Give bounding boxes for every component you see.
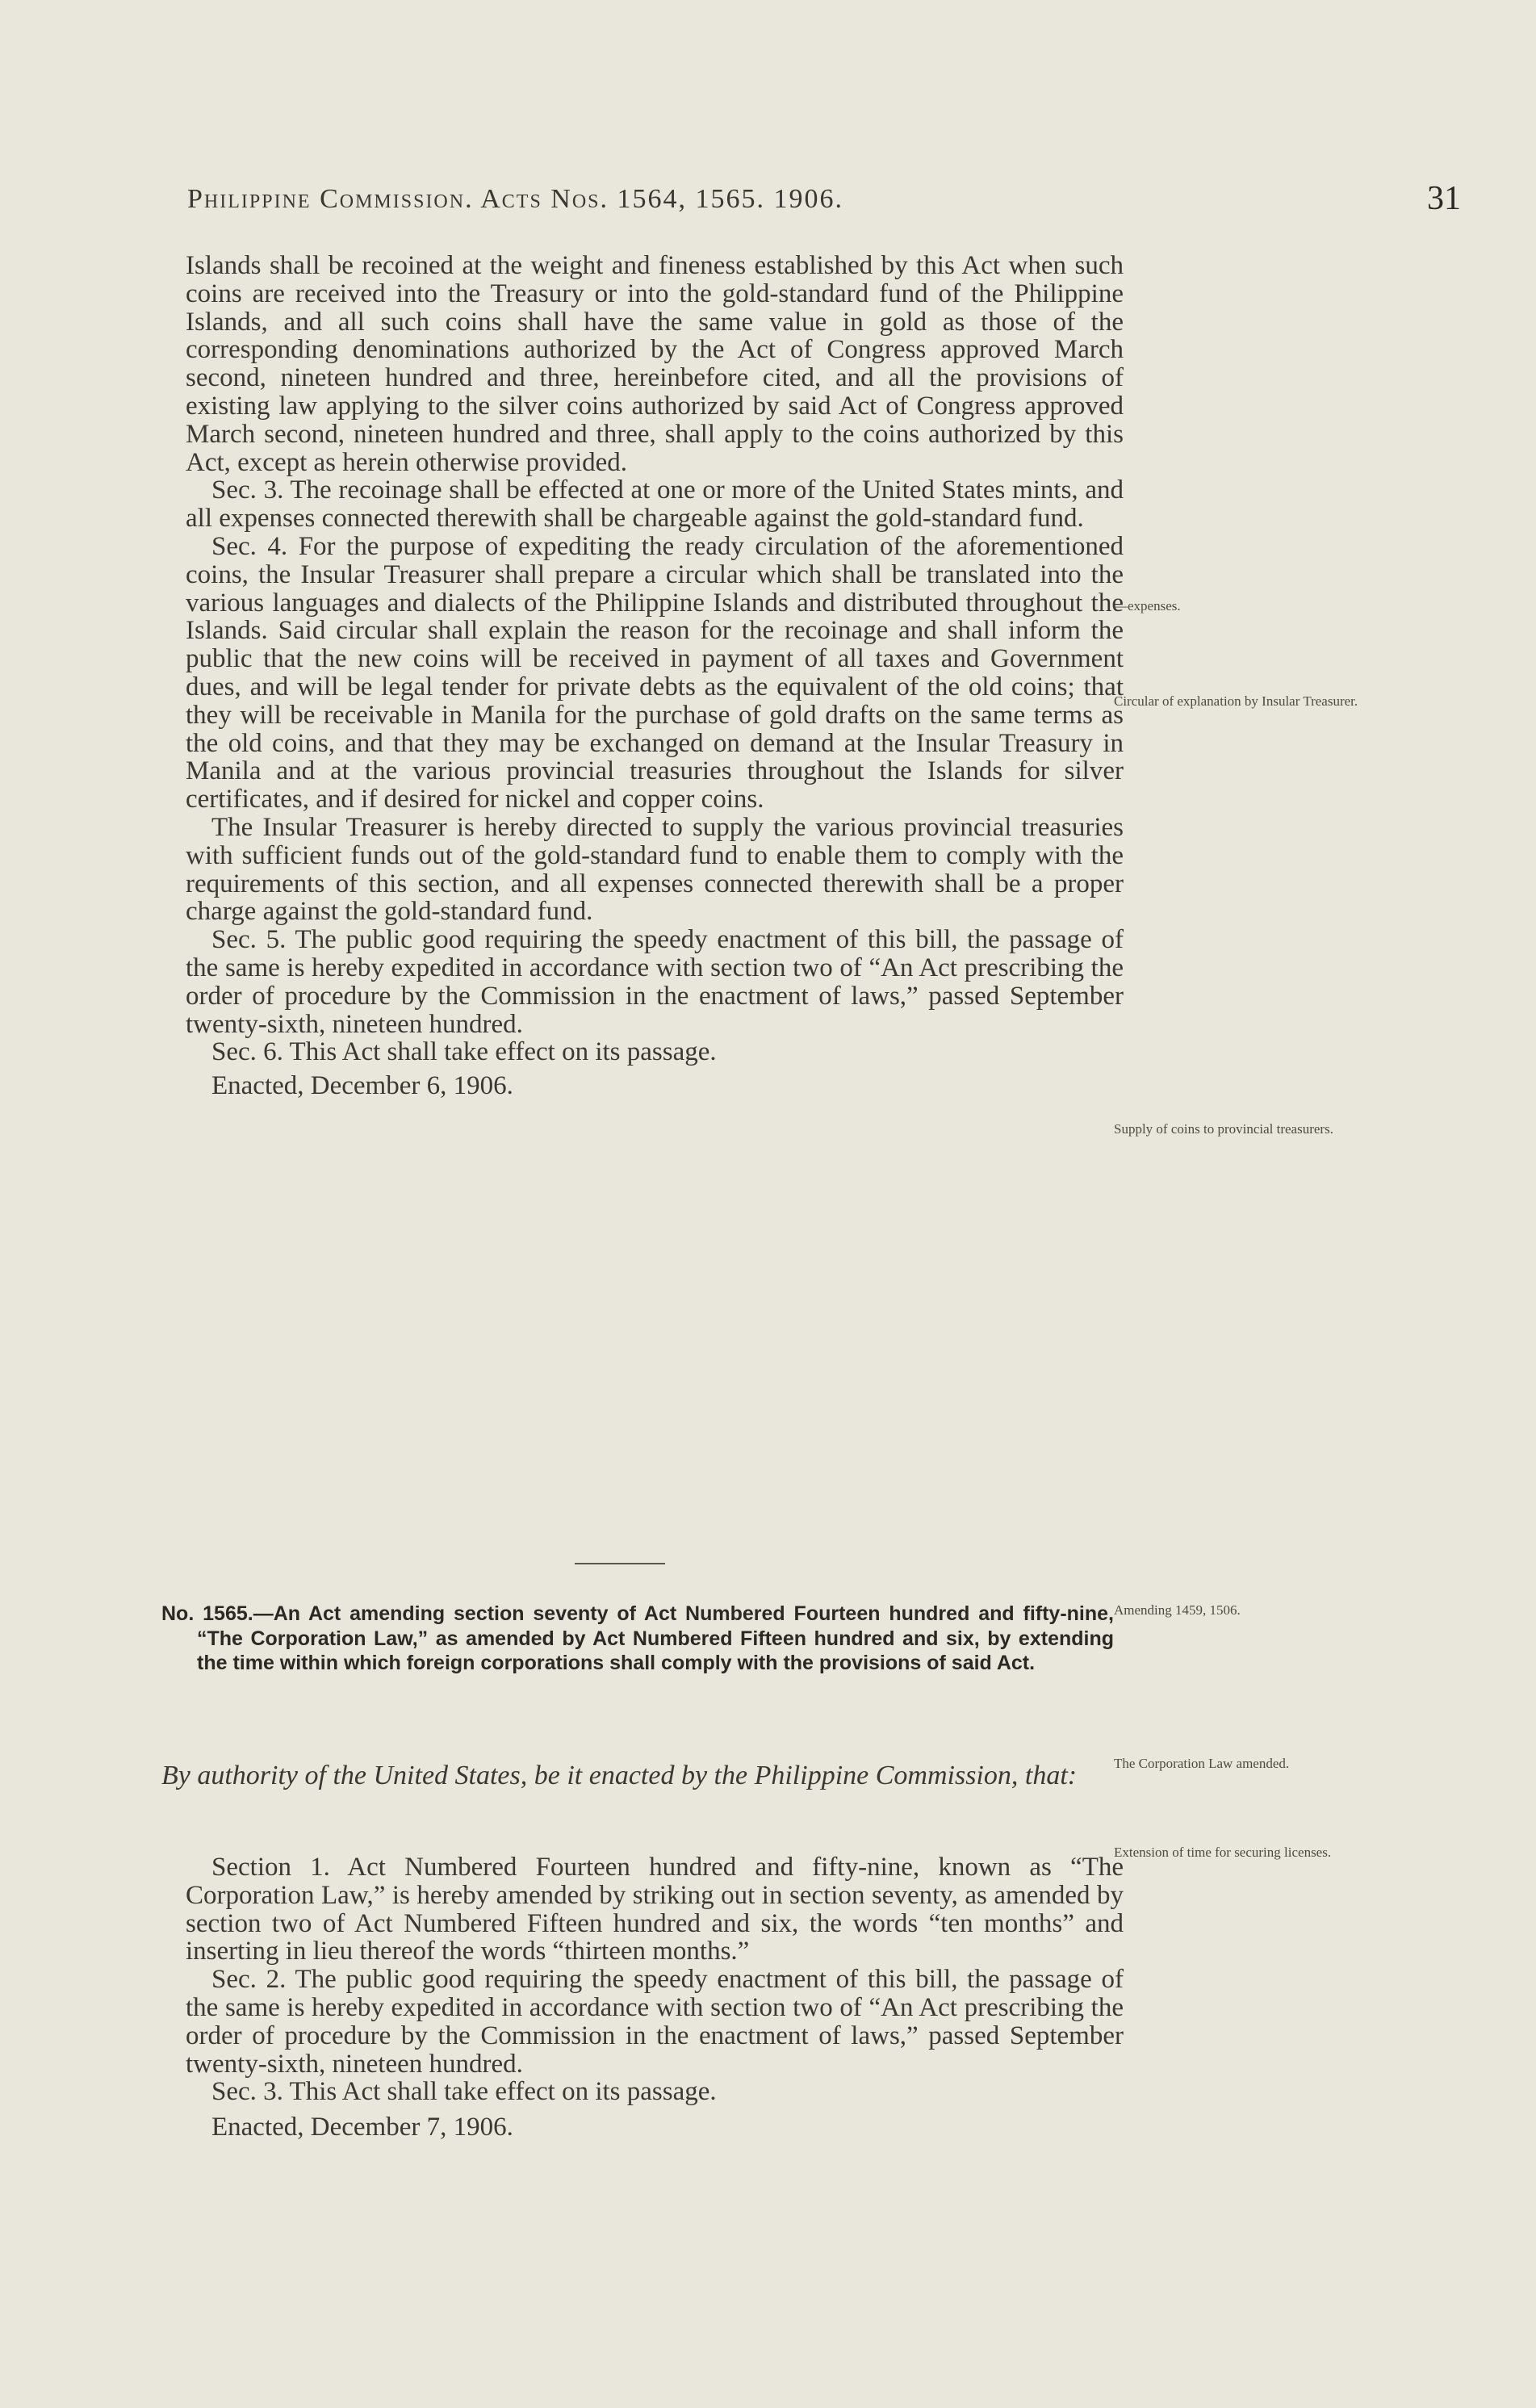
margin-note-circular: Circular of explanation by Insular Treasurer. <box>1114 693 1358 709</box>
section-3: Sec. 3. The recoinage shall be effected at one or more of the United States mints, and all expenses connected therewith shall be chargeable against the gold-standard fund. <box>186 475 1124 534</box>
section-5: Sec. 5. The public good requiring the speedy enactment of this bill, the passage of the same is hereby expedited in accordance with section two of “An Act prescribing the order of procedure by the Commission in the enactment of laws,” passed September twenty-sixth, nineteen hundred. <box>186 925 1124 1039</box>
act-1565-body <box>186 1853 1124 2142</box>
section-1: Section 1. Act Numbered Fourteen hundred and fifty-nine, known as “The Corporation Law,” is hereby amended by striking out in section seventy, as amended by section two of Act Numbered Fifteen hundred and six, the words “ten months” and inserting in lieu thereof the words “thirteen months.” <box>186 1853 1124 1966</box>
enacting-clause: By authority of the United States, be it enacted by the Philippine Commission, that: <box>161 1761 1078 1790</box>
act-1564-body <box>186 252 1124 1101</box>
section-6: Sec. 6. This Act shall take effect on its passage. <box>211 1037 717 1067</box>
section-3: Sec. 3. This Act shall take effect on its passage. <box>211 2077 717 2107</box>
enacted-date: Enacted, December 6, 1906. <box>211 1071 513 1101</box>
page-number: 31 <box>1427 180 1461 217</box>
margin-note-expenses: —expenses. <box>1114 598 1181 614</box>
section-divider <box>575 1563 665 1564</box>
running-head: Philippine Commission. Acts Nos. 1564, 1565. 1906. <box>187 184 844 214</box>
margin-note-corporation-law: The Corporation Law amended. <box>1114 1756 1290 1771</box>
enacted-date: Enacted, December 7, 1906. <box>211 2113 513 2142</box>
section-2: Sec. 2. The public good requiring the speedy enactment of this bill, the passage of the same is hereby expedited in accordance with section two of “An Act prescribing the order of procedure by the Commission in the enactment of laws,” passed September twenty-sixth, nineteen hundred. <box>186 1965 1124 2079</box>
margin-note-amending: Amending 1459, 1506. <box>1114 1602 1241 1618</box>
section-4: Sec. 4. For the purpose of expediting the ready circulation of the aforementioned coins, the Insular Treasurer shall prepare a circular which shall be translated into the various languages and dialects of the Philippine Islands and distributed throughout the Islands. Said circular shall explain the reason for the recoinage and shall inform the public that the new coins will be received in payment of all taxes and Government dues, and will be legal tender for private debts as the equivalent of the old coins; that they will be receivable in Manila for the purchase of gold drafts on the same terms as the old coins, and that they may be exchanged on demand at the Insular Treasury in Manila and at the various provincial treasuries throughout the Islands for silver certificates, and if desired for nickel and copper coins. <box>186 531 1124 815</box>
paragraph-continued: Islands shall be recoined at the weight and fineness established by this Act when such coins are received into the Treasury or into the gold-standard fund of the Philippine Islands, and all such coins shall have the same value in gold as those of the corresponding denominations authorized by the Act of Congress approved March second, nineteen hundred and three, hereinbefore cited, and all the provisions of existing law applying to the silver coins authorized by said Act of Congress approved March second, nineteen hundred and three, shall apply to the coins authorized by this Act, except as herein otherwise provided. <box>186 251 1124 477</box>
margin-note-supply: Supply of coins to provincial treasurers. <box>1114 1121 1333 1137</box>
section-4-paragraph-2: The Insular Treasurer is hereby directed to supply the various provincial treasuries with sufficient funds out of the gold-standard fund to enable them to comply with the requirements of this section, and all expenses connected therewith shall be a proper charge against the gold-standard fund. <box>186 812 1124 927</box>
margin-note-extension: Extension of time for securing licenses. <box>1114 1845 1332 1860</box>
act-1565-title: No. 1565.—An Act amending section seventy of Act Numbered Fourteen hundred and fifty-nine, “The Corporation Law,” as amended by Act Numbered Fifteen hundred and six, by extending the time within which foreign corporations shall comply with the provisions of said Act. <box>161 1602 1114 1675</box>
